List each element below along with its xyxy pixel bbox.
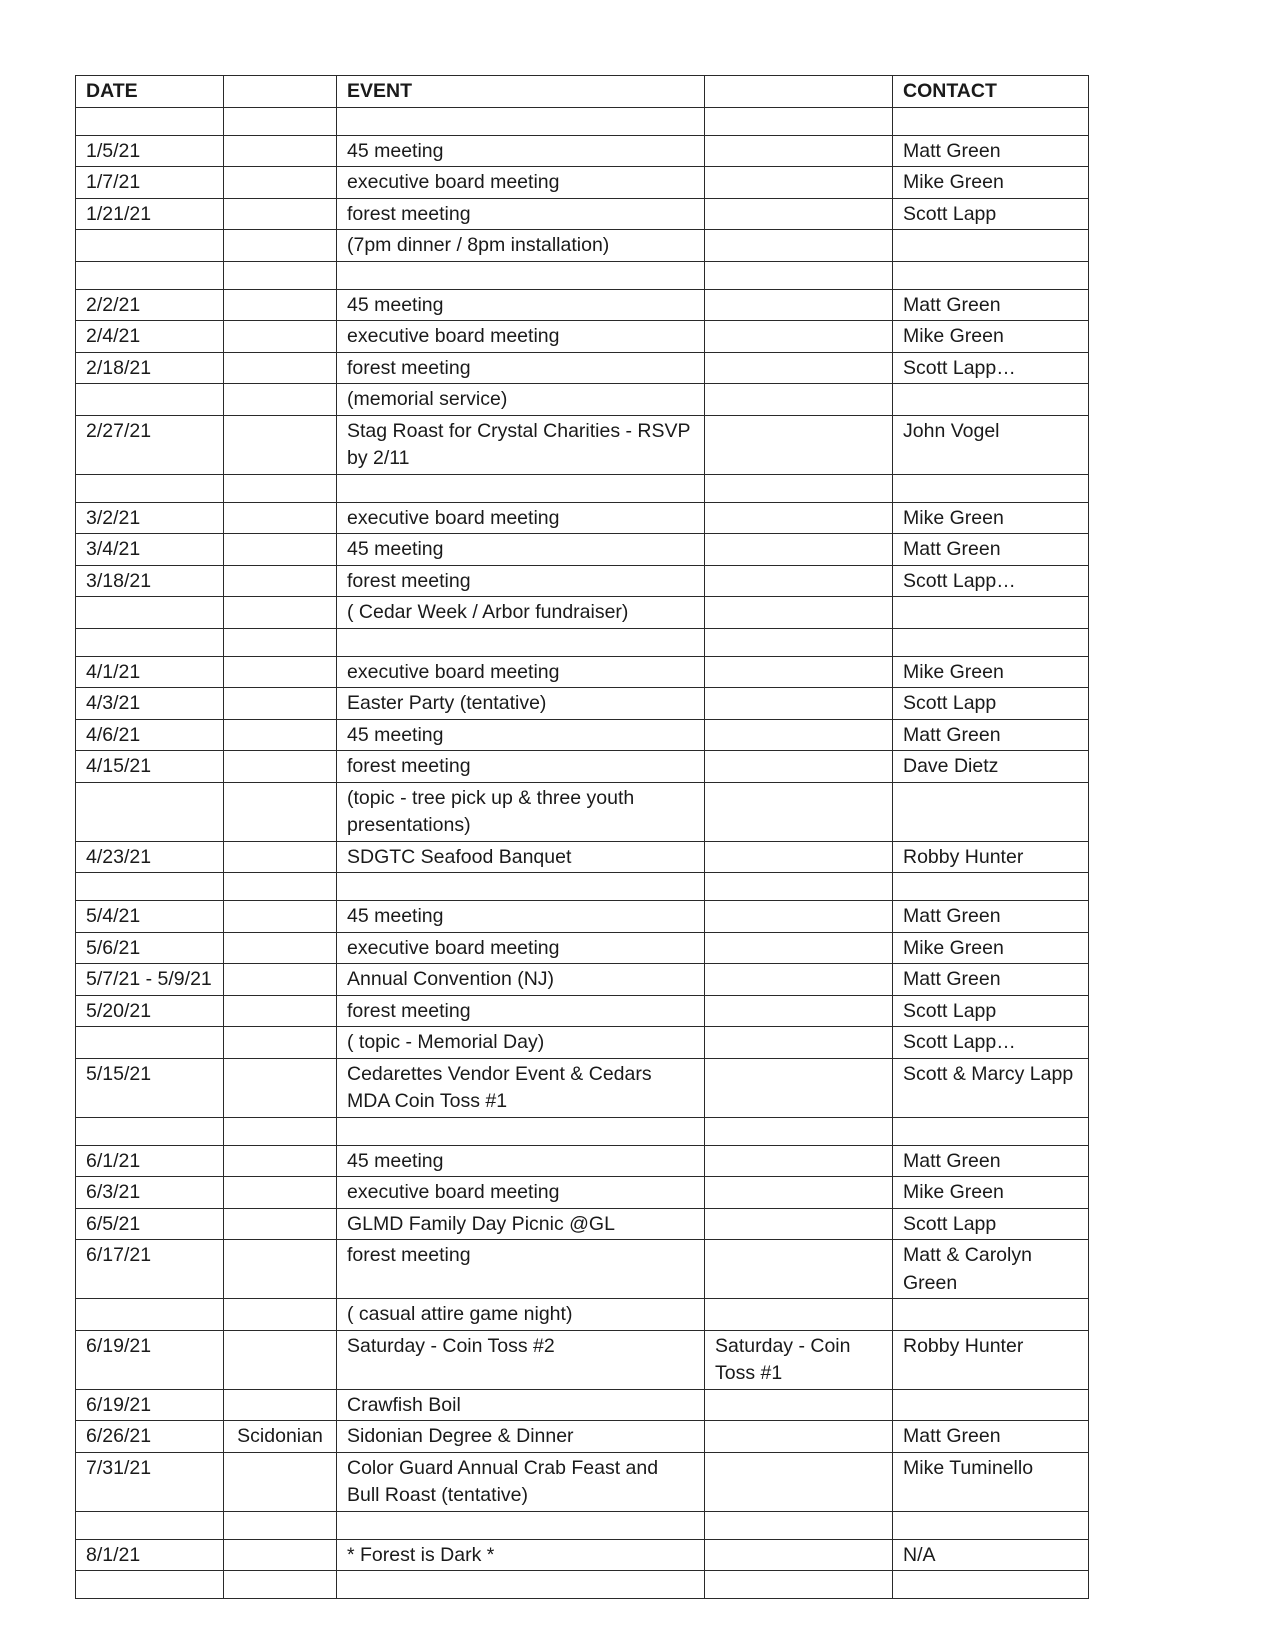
date-cell: 4/3/21 (76, 688, 224, 720)
event-cell (337, 628, 705, 656)
table-row (76, 321, 1089, 353)
note-cell (705, 289, 893, 321)
event-cell: executive board meeting (337, 656, 705, 688)
table-row (76, 628, 1089, 656)
category-cell (224, 932, 337, 964)
contact-cell: Mike Green (893, 321, 1089, 353)
table-row (76, 1330, 1089, 1389)
category-cell (224, 1027, 337, 1059)
table-row (76, 352, 1089, 384)
contact-cell (893, 261, 1089, 289)
date-cell: 6/19/21 (76, 1330, 224, 1389)
category-cell (224, 1539, 337, 1571)
table-row (76, 1511, 1089, 1539)
note-cell (705, 565, 893, 597)
table-row (76, 289, 1089, 321)
date-cell: 2/2/21 (76, 289, 224, 321)
note-cell (705, 597, 893, 629)
contact-cell: Mike Green (893, 167, 1089, 199)
table-row (76, 384, 1089, 416)
date-cell: 5/7/21 - 5/9/21 (76, 964, 224, 996)
contact-cell: Robby Hunter (893, 1330, 1089, 1389)
table-row (76, 719, 1089, 751)
event-cell: Annual Convention (NJ) (337, 964, 705, 996)
note-cell (705, 932, 893, 964)
table-row (76, 1452, 1089, 1511)
event-cell: Crawfish Boil (337, 1389, 705, 1421)
event-cell (337, 474, 705, 502)
note-cell (705, 1177, 893, 1209)
contact-cell: Mike Green (893, 1177, 1089, 1209)
category-cell (224, 1058, 337, 1117)
category-cell (224, 534, 337, 566)
contact-cell: Scott Lapp… (893, 1027, 1089, 1059)
event-cell: executive board meeting (337, 502, 705, 534)
date-cell: 4/15/21 (76, 751, 224, 783)
contact-cell: Matt Green (893, 289, 1089, 321)
note-cell (705, 384, 893, 416)
date-cell: 2/27/21 (76, 415, 224, 474)
note-cell (705, 135, 893, 167)
category-cell (224, 1145, 337, 1177)
date-cell: 5/6/21 (76, 932, 224, 964)
note-cell (705, 261, 893, 289)
contact-cell (893, 384, 1089, 416)
contact-cell: Matt Green (893, 135, 1089, 167)
note-cell (705, 352, 893, 384)
note-cell (705, 167, 893, 199)
contact-cell: Matt Green (893, 1145, 1089, 1177)
event-cell: executive board meeting (337, 1177, 705, 1209)
category-cell (224, 107, 337, 135)
event-cell: ( casual attire game night) (337, 1299, 705, 1331)
event-cell (337, 1117, 705, 1145)
event-cell: ( topic - Memorial Day) (337, 1027, 705, 1059)
date-cell: 2/18/21 (76, 352, 224, 384)
note-cell (705, 995, 893, 1027)
table-row (76, 873, 1089, 901)
event-cell: executive board meeting (337, 167, 705, 199)
category-cell (224, 352, 337, 384)
note-cell (705, 502, 893, 534)
category-cell (224, 901, 337, 933)
note-cell (705, 782, 893, 841)
date-cell: 2/4/21 (76, 321, 224, 353)
table-row (76, 534, 1089, 566)
table-row (76, 1208, 1089, 1240)
event-cell: 45 meeting (337, 719, 705, 751)
note-cell (705, 1511, 893, 1539)
date-cell (76, 1571, 224, 1599)
contact-cell: Mike Green (893, 656, 1089, 688)
category-cell (224, 502, 337, 534)
category-cell (224, 964, 337, 996)
category-cell (224, 1177, 337, 1209)
event-cell: SDGTC Seafood Banquet (337, 841, 705, 873)
table-row (76, 502, 1089, 534)
table-row (76, 1058, 1089, 1117)
category-cell (224, 289, 337, 321)
event-cell: Color Guard Annual Crab Feast and Bull Roast (tentative) (337, 1452, 705, 1511)
category-cell (224, 1571, 337, 1599)
note-cell (705, 415, 893, 474)
contact-cell (893, 782, 1089, 841)
date-cell (76, 1027, 224, 1059)
table-row (76, 1145, 1089, 1177)
contact-cell (893, 597, 1089, 629)
contact-cell: Mike Tuminello (893, 1452, 1089, 1511)
contact-cell: Mike Green (893, 502, 1089, 534)
event-cell: 45 meeting (337, 289, 705, 321)
note-cell (705, 719, 893, 751)
table-row (76, 261, 1089, 289)
event-cell: forest meeting (337, 1240, 705, 1299)
date-cell: 6/17/21 (76, 1240, 224, 1299)
event-cell: forest meeting (337, 565, 705, 597)
note-cell: Saturday - Coin Toss #1 (705, 1330, 893, 1389)
event-cell: * Forest is Dark * (337, 1539, 705, 1571)
event-schedule-table (75, 75, 1089, 1599)
table-row (76, 656, 1089, 688)
event-cell: executive board meeting (337, 321, 705, 353)
note-cell (705, 1389, 893, 1421)
table-row (76, 901, 1089, 933)
table-row (76, 1571, 1089, 1599)
contact-cell: Matt & Carolyn Green (893, 1240, 1089, 1299)
date-cell: 6/5/21 (76, 1208, 224, 1240)
header-column-2 (224, 76, 337, 108)
table-row (76, 1299, 1089, 1331)
date-cell: 3/2/21 (76, 502, 224, 534)
date-cell: 4/1/21 (76, 656, 224, 688)
category-cell (224, 321, 337, 353)
header-contact: CONTACT (893, 76, 1089, 108)
table-row (76, 1117, 1089, 1145)
category-cell (224, 167, 337, 199)
event-cell (337, 873, 705, 901)
table-row (76, 1177, 1089, 1209)
table-row (76, 964, 1089, 996)
note-cell (705, 1539, 893, 1571)
table-row (76, 135, 1089, 167)
event-cell: 45 meeting (337, 1145, 705, 1177)
category-cell (224, 261, 337, 289)
schedule-body (76, 107, 1089, 1599)
date-cell: 6/1/21 (76, 1145, 224, 1177)
category-cell (224, 719, 337, 751)
contact-cell: Scott Lapp (893, 995, 1089, 1027)
contact-cell (893, 1571, 1089, 1599)
event-cell: 45 meeting (337, 534, 705, 566)
contact-cell (893, 1299, 1089, 1331)
note-cell (705, 688, 893, 720)
event-cell: GLMD Family Day Picnic @GL (337, 1208, 705, 1240)
note-cell (705, 964, 893, 996)
contact-cell (893, 628, 1089, 656)
date-cell: 4/23/21 (76, 841, 224, 873)
date-cell: 1/5/21 (76, 135, 224, 167)
table-row (76, 415, 1089, 474)
contact-cell (893, 107, 1089, 135)
category-cell (224, 1452, 337, 1511)
event-cell: 45 meeting (337, 135, 705, 167)
note-cell (705, 107, 893, 135)
note-cell (705, 1208, 893, 1240)
table-row (76, 1389, 1089, 1421)
contact-cell (893, 1117, 1089, 1145)
event-cell: (7pm dinner / 8pm installation) (337, 230, 705, 262)
event-cell: Cedarettes Vendor Event & Cedars MDA Coin Toss #1 (337, 1058, 705, 1117)
date-cell (76, 782, 224, 841)
event-cell: forest meeting (337, 995, 705, 1027)
table-row (76, 230, 1089, 262)
table-row (76, 597, 1089, 629)
event-cell (337, 1571, 705, 1599)
note-cell (705, 751, 893, 783)
date-cell (76, 474, 224, 502)
event-cell: ( Cedar Week / Arbor fundraiser) (337, 597, 705, 629)
note-cell (705, 474, 893, 502)
event-cell (337, 107, 705, 135)
category-cell (224, 782, 337, 841)
category-cell (224, 198, 337, 230)
table-row (76, 167, 1089, 199)
note-cell (705, 198, 893, 230)
date-cell (76, 230, 224, 262)
note-cell (705, 534, 893, 566)
note-cell (705, 1027, 893, 1059)
note-cell (705, 1058, 893, 1117)
contact-cell: Scott Lapp… (893, 352, 1089, 384)
event-cell (337, 1511, 705, 1539)
table-row (76, 995, 1089, 1027)
note-cell (705, 1452, 893, 1511)
date-cell: 8/1/21 (76, 1539, 224, 1571)
contact-cell: John Vogel (893, 415, 1089, 474)
table-row (76, 565, 1089, 597)
contact-cell: Matt Green (893, 534, 1089, 566)
note-cell (705, 656, 893, 688)
category-cell (224, 1299, 337, 1331)
event-cell: (memorial service) (337, 384, 705, 416)
table-row (76, 841, 1089, 873)
event-cell: Stag Roast for Crystal Charities - RSVP by 2/11 (337, 415, 705, 474)
date-cell: 5/15/21 (76, 1058, 224, 1117)
note-cell (705, 841, 893, 873)
date-cell (76, 1299, 224, 1331)
table-row (76, 782, 1089, 841)
category-cell (224, 565, 337, 597)
note-cell (705, 1299, 893, 1331)
event-cell: forest meeting (337, 198, 705, 230)
contact-cell: Matt Green (893, 901, 1089, 933)
date-cell: 5/4/21 (76, 901, 224, 933)
event-cell: 45 meeting (337, 901, 705, 933)
category-cell (224, 135, 337, 167)
date-cell: 4/6/21 (76, 719, 224, 751)
date-cell (76, 597, 224, 629)
event-cell: forest meeting (337, 352, 705, 384)
event-cell: Sidonian Degree & Dinner (337, 1421, 705, 1453)
category-cell (224, 1511, 337, 1539)
category-cell (224, 628, 337, 656)
note-cell (705, 230, 893, 262)
contact-cell (893, 1389, 1089, 1421)
date-cell: 6/19/21 (76, 1389, 224, 1421)
contact-cell: Matt Green (893, 964, 1089, 996)
contact-cell (893, 873, 1089, 901)
table-row (76, 751, 1089, 783)
note-cell (705, 1117, 893, 1145)
category-cell (224, 1208, 337, 1240)
contact-cell: Matt Green (893, 719, 1089, 751)
note-cell (705, 901, 893, 933)
date-cell (76, 628, 224, 656)
category-cell (224, 1330, 337, 1389)
contact-cell: Scott Lapp (893, 688, 1089, 720)
contact-cell: Matt Green (893, 1421, 1089, 1453)
category-cell (224, 751, 337, 783)
date-cell: 6/3/21 (76, 1177, 224, 1209)
event-cell: Easter Party (tentative) (337, 688, 705, 720)
note-cell (705, 321, 893, 353)
contact-cell: Dave Dietz (893, 751, 1089, 783)
contact-cell (893, 230, 1089, 262)
table-row (76, 1539, 1089, 1571)
header-row (76, 76, 1089, 108)
category-cell (224, 841, 337, 873)
contact-cell: N/A (893, 1539, 1089, 1571)
category-cell (224, 415, 337, 474)
event-cell: Saturday - Coin Toss #2 (337, 1330, 705, 1389)
table-row (76, 688, 1089, 720)
table-row (76, 474, 1089, 502)
date-cell (76, 384, 224, 416)
table-row (76, 932, 1089, 964)
header-column-4 (705, 76, 893, 108)
note-cell (705, 873, 893, 901)
table-row (76, 107, 1089, 135)
category-cell (224, 230, 337, 262)
note-cell (705, 1145, 893, 1177)
date-cell: 3/18/21 (76, 565, 224, 597)
date-cell: 6/26/21 (76, 1421, 224, 1453)
date-cell: 5/20/21 (76, 995, 224, 1027)
note-cell (705, 628, 893, 656)
contact-cell: Robby Hunter (893, 841, 1089, 873)
note-cell (705, 1571, 893, 1599)
date-cell: 7/31/21 (76, 1452, 224, 1511)
category-cell (224, 474, 337, 502)
table-row (76, 198, 1089, 230)
category-cell (224, 1389, 337, 1421)
header-event: EVENT (337, 76, 705, 108)
category-cell (224, 656, 337, 688)
event-cell: executive board meeting (337, 932, 705, 964)
category-cell (224, 873, 337, 901)
category-cell (224, 1240, 337, 1299)
date-cell (76, 1117, 224, 1145)
date-cell: 1/7/21 (76, 167, 224, 199)
date-cell (76, 1511, 224, 1539)
contact-cell: Scott Lapp (893, 1208, 1089, 1240)
note-cell (705, 1240, 893, 1299)
date-cell (76, 261, 224, 289)
category-cell (224, 597, 337, 629)
category-cell (224, 688, 337, 720)
date-cell (76, 107, 224, 135)
contact-cell: Mike Green (893, 932, 1089, 964)
table-row (76, 1027, 1089, 1059)
category-cell: Scidonian (224, 1421, 337, 1453)
date-cell: 1/21/21 (76, 198, 224, 230)
contact-cell: Scott & Marcy Lapp (893, 1058, 1089, 1117)
table-row (76, 1240, 1089, 1299)
note-cell (705, 1421, 893, 1453)
date-cell (76, 873, 224, 901)
category-cell (224, 1117, 337, 1145)
date-cell: 3/4/21 (76, 534, 224, 566)
table-row (76, 1421, 1089, 1453)
category-cell (224, 384, 337, 416)
contact-cell (893, 474, 1089, 502)
event-cell: forest meeting (337, 751, 705, 783)
event-cell (337, 261, 705, 289)
event-cell: (topic - tree pick up & three youth presentations) (337, 782, 705, 841)
header-date: DATE (76, 76, 224, 108)
contact-cell: Scott Lapp (893, 198, 1089, 230)
category-cell (224, 995, 337, 1027)
contact-cell: Scott Lapp… (893, 565, 1089, 597)
contact-cell (893, 1511, 1089, 1539)
